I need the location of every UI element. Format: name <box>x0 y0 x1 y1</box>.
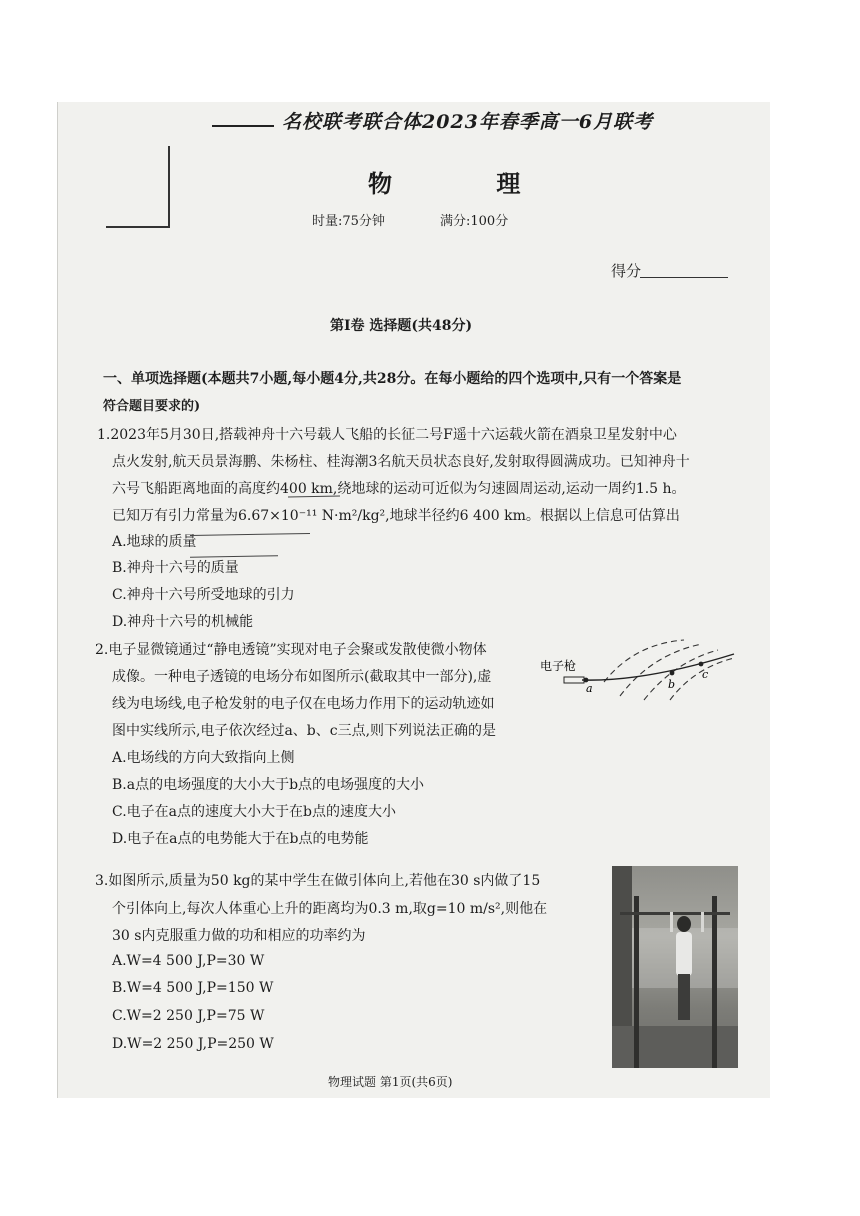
q3-option-b: B.W=4 500 J,P=150 W <box>112 980 274 996</box>
exam-header-title: 名校联考联合体2023年春季高一6月联考 <box>282 111 654 133</box>
q3-option-c: C.W=2 250 J,P=75 W <box>112 1008 265 1024</box>
part-title: 第Ⅰ卷 选择题(共48分) <box>330 318 473 334</box>
pull-up-photo <box>612 866 738 1068</box>
section-instructions: 一、单项选择题(本题共7小题,每小题4分,共28分。在每小题给的四个选项中,只有一个答案是 <box>103 371 682 387</box>
q1-line-4: 已知万有引力常量为6.67×10⁻¹¹ N·m²/kg²,地球半径约6 400 km。根据以上信息可估算出 <box>112 508 680 524</box>
q2-option-a: A.电场线的方向大致指向上侧 <box>112 750 295 766</box>
q1-option-c: C.神舟十六号所受地球的引力 <box>112 587 295 603</box>
point-a-label: a <box>586 682 593 695</box>
q1-line-1: 1.2023年5月30日,搭载神舟十六号载人飞船的长征二号F遥十六运载火箭在酒泉卫星发射中心 <box>97 427 677 443</box>
section-instructions-cont: 符合题目要求的) <box>103 399 201 414</box>
time-limit: 时量:75分钟 <box>312 214 385 229</box>
page-footer: 物理试题 第1页(共6页) <box>328 1075 453 1089</box>
gun-label: 电子枪 <box>540 659 577 673</box>
point-b-label: b <box>668 678 676 691</box>
q2-option-c: C.电子在a点的速度大小大于在b点的速度大小 <box>112 804 396 820</box>
q2-option-d: D.电子在a点的电势能大于在b点的电势能 <box>112 831 369 847</box>
q2-option-b: B.a点的电场强度的大小大于b点的电场强度的大小 <box>112 777 425 793</box>
q3-line-2: 个引体向上,每次人体重心上升的距离均为0.3 m,取g=10 m/s²,则他在 <box>112 901 548 917</box>
header-rule <box>212 125 274 127</box>
q3-option-a: A.W=4 500 J,P=30 W <box>112 953 265 969</box>
score-blank[interactable] <box>640 277 728 278</box>
q3-line-3: 30 s内克服重力做的功和相应的功率约为 <box>112 928 366 944</box>
subject-title: 物 理 <box>368 169 569 198</box>
q1-option-b: B.神舟十六号的质量 <box>112 560 239 576</box>
q3-option-d: D.W=2 250 J,P=250 W <box>112 1036 274 1052</box>
q1-line-3: 六号飞船距离地面的高度约400 km,绕地球的运动可近似为匀速圆周运动,运动一周约1.5 h。 <box>112 481 686 497</box>
electron-lens-diagram <box>534 636 744 704</box>
point-c-label: c <box>702 668 709 681</box>
q2-line-2: 成像。一种电子透镜的电场分布如图所示(截取其中一部分),虚 <box>112 669 492 685</box>
q2-line-3: 线为电场线,电子枪发射的电子仅在电场力作用下的运动轨迹如 <box>112 696 495 712</box>
score-label: 得分 <box>611 262 642 280</box>
q2-line-4: 图中实线所示,电子依次经过a、b、c三点,则下列说法正确的是 <box>112 723 497 739</box>
q2-line-1: 2.电子显微镜通过“静电透镜”实现对电子会聚或发散使微小物体 <box>95 642 487 658</box>
q1-option-a: A.地球的质量 <box>112 534 197 550</box>
full-score: 满分:100分 <box>440 214 509 229</box>
q1-line-2: 点火发射,航天员景海鹏、朱杨柱、桂海潮3名航天员状态良好,发射取得圆满成功。已知神舟十 <box>112 454 690 470</box>
q3-line-1: 3.如图所示,质量为50 kg的某中学生在做引体向上,若他在30 s内做了15 <box>95 873 541 889</box>
q1-option-d: D.神舟十六号的机械能 <box>112 614 254 630</box>
seal-box <box>106 146 170 228</box>
